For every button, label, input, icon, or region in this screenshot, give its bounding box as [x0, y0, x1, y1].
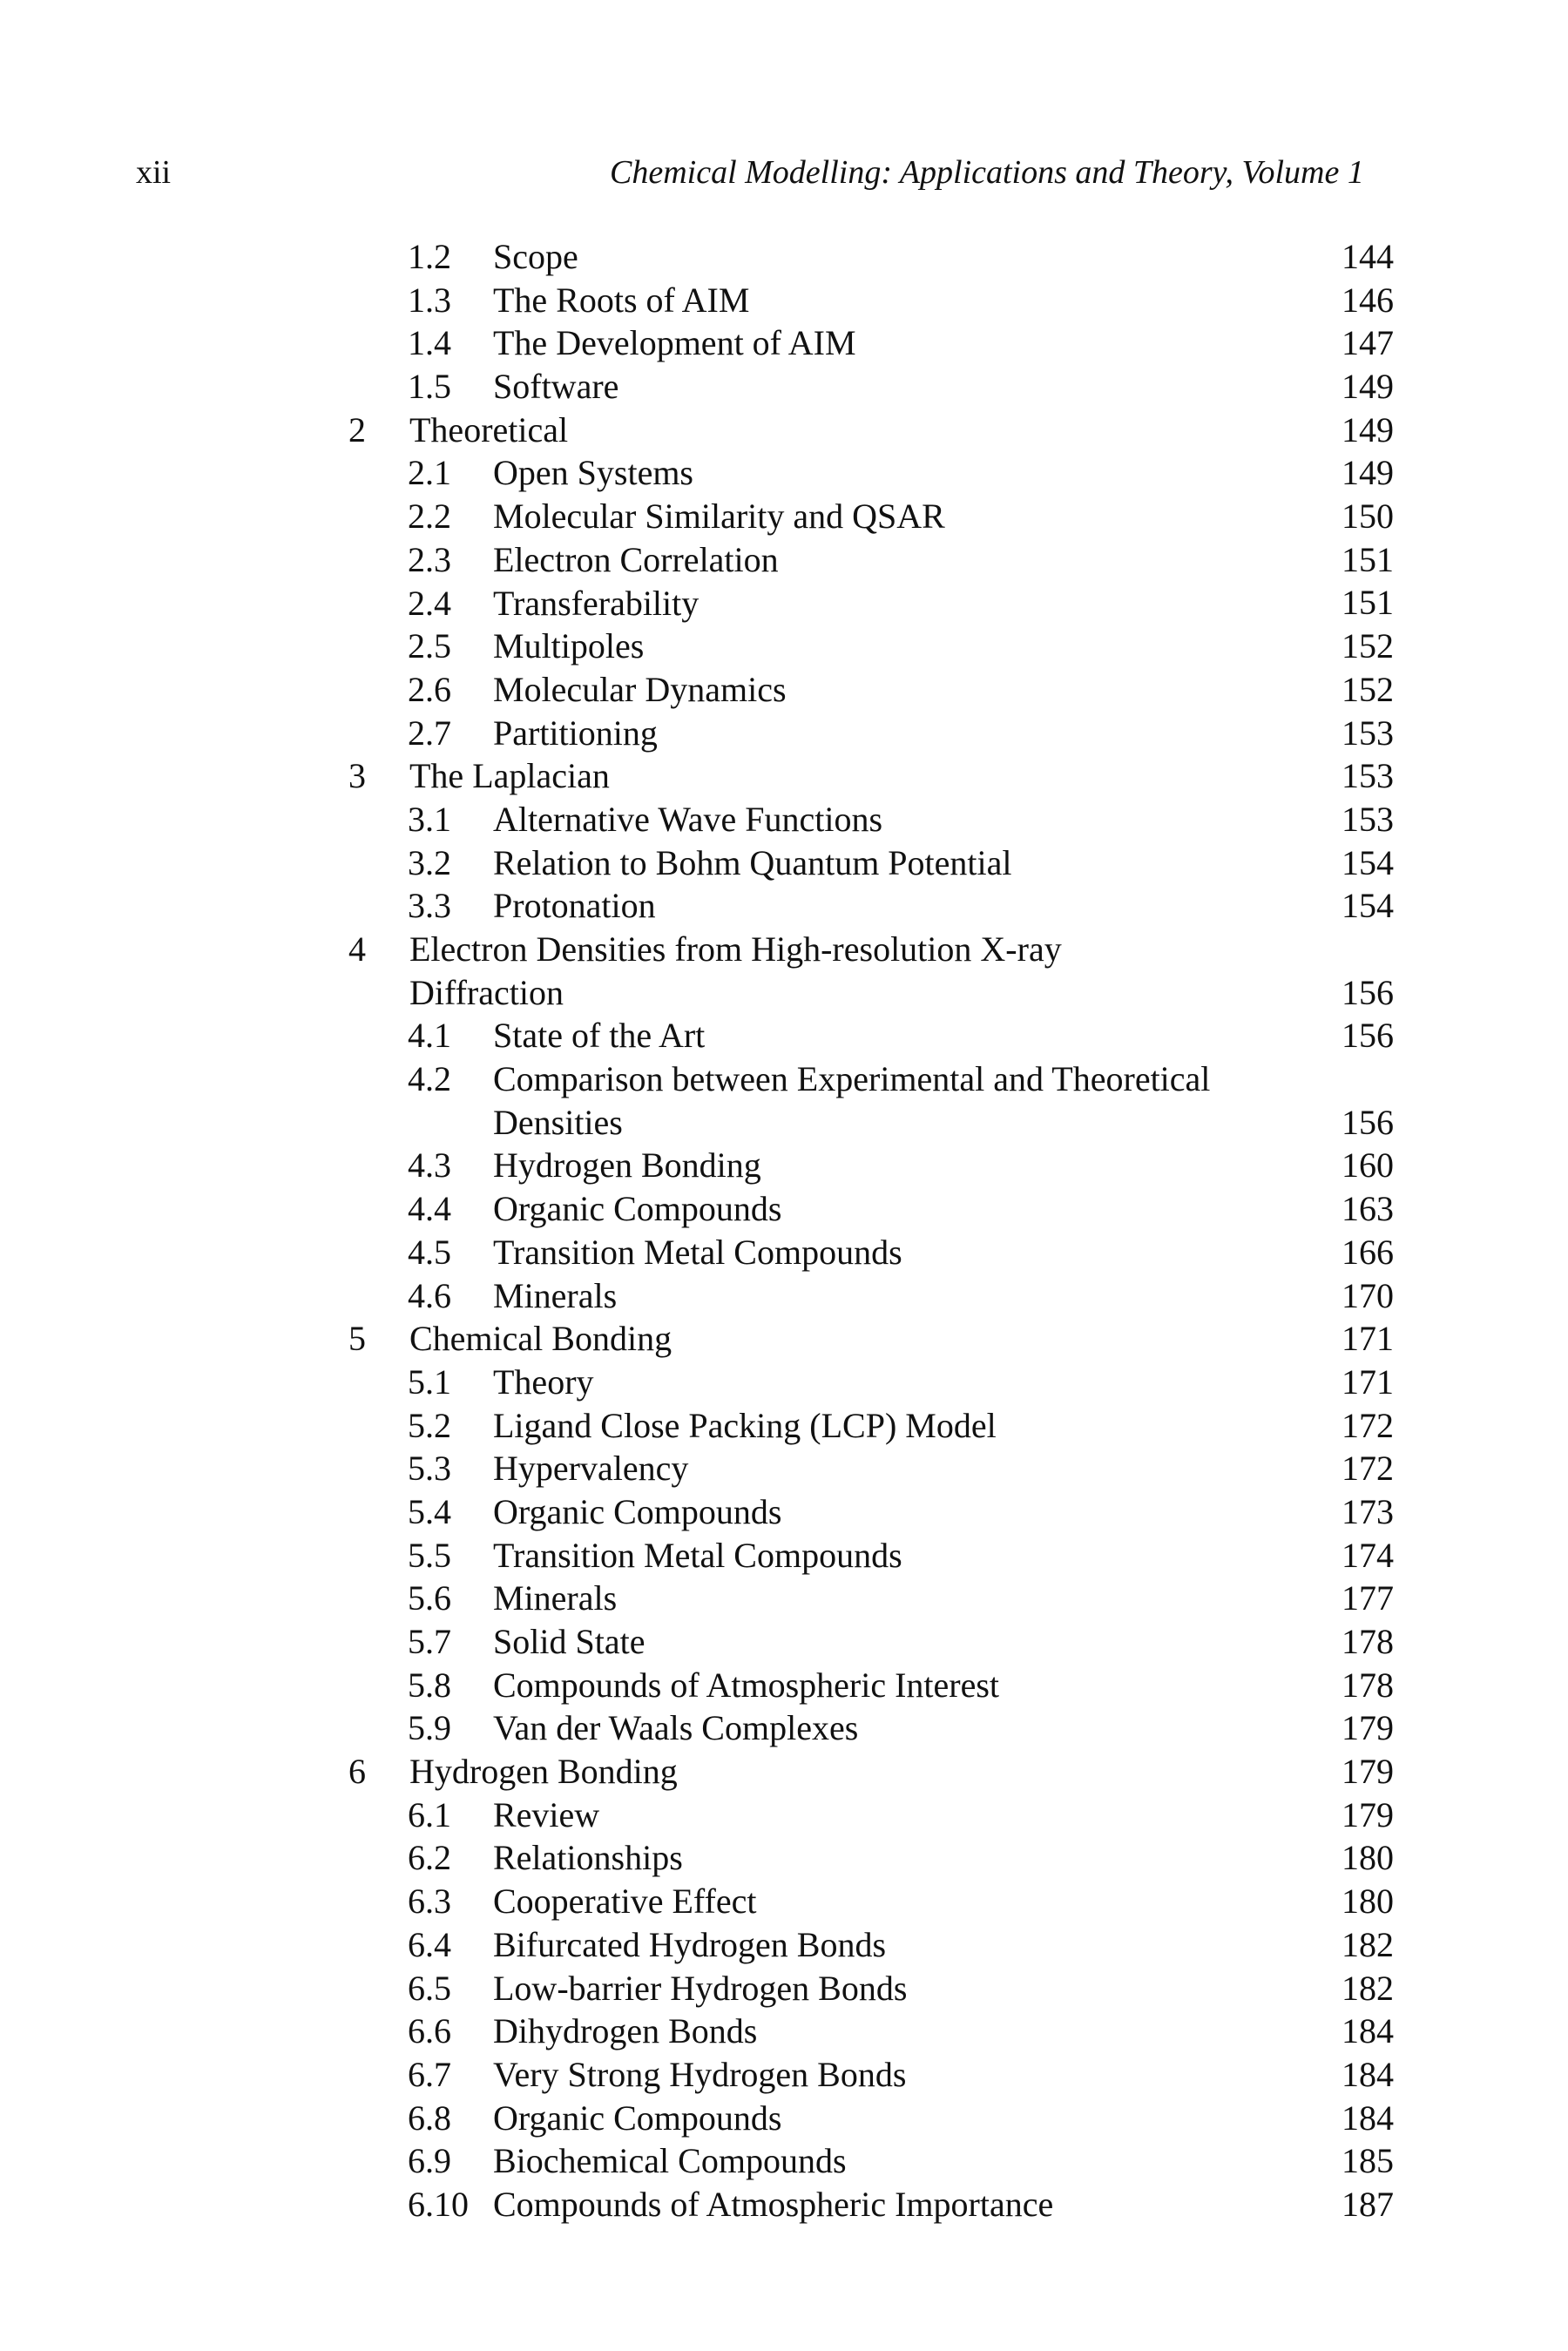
toc-entry-page: 178 [1342, 1665, 1394, 1705]
toc-entry-title: Organic Compounds [493, 1491, 782, 1531]
toc-entry-number: 6.9 [408, 2141, 451, 2181]
toc-section-entry [0, 1880, 1568, 1923]
toc-entry-number: 2.2 [408, 497, 451, 537]
toc-entry-title: Protonation [493, 886, 656, 926]
toc-entry-title: Molecular Dynamics [493, 669, 787, 709]
toc-section-entry [0, 798, 1568, 841]
toc-entry-page: 150 [1342, 497, 1394, 537]
toc-entry-number: 6.8 [408, 2098, 451, 2138]
toc-entry-page: 171 [1342, 1319, 1394, 1359]
toc-entry-number: 1.5 [408, 367, 451, 407]
toc-entry-title: Compounds of Atmospheric Importance [493, 2184, 1054, 2224]
toc-entry-title: Compounds of Atmospheric Interest [493, 1665, 1000, 1705]
toc-section-entry [0, 1534, 1568, 1577]
toc-entry-title: Transition Metal Compounds [493, 1535, 902, 1575]
toc-section-entry [0, 841, 1568, 885]
toc-entry-page: 172 [1342, 1449, 1394, 1489]
toc-entry-page: 172 [1342, 1405, 1394, 1445]
toc-entry-title: Hypervalency [493, 1449, 689, 1489]
toc-section-entry [0, 2183, 1568, 2226]
toc-section-entry [0, 712, 1568, 755]
toc-entry-title: Theoretical [409, 409, 569, 449]
toc-entry-number: 4.2 [408, 1059, 451, 1099]
toc-entry-number: 6.6 [408, 2011, 451, 2051]
toc-entry-number: 4.5 [408, 1232, 451, 1272]
toc-entry-title: Biochemical Compounds [493, 2141, 847, 2181]
toc-entry-number: 6.1 [408, 1794, 451, 1834]
toc-section-entry [0, 1706, 1568, 1750]
toc-entry-number: 3.1 [408, 799, 451, 839]
toc-entry-title: Dihydrogen Bonds [493, 2011, 758, 2051]
toc-section-entry [0, 2010, 1568, 2053]
toc-entry-number: 3 [348, 756, 366, 796]
toc-section-entry [0, 1967, 1568, 2010]
toc-entry-page: 153 [1342, 799, 1394, 839]
toc-entry-number: 3.3 [408, 886, 451, 926]
toc-entry-page: 152 [1342, 626, 1394, 666]
toc-entry-title: Organic Compounds [493, 2098, 782, 2138]
toc-section-entry [0, 321, 1568, 365]
toc-entry-title: Chemical Bonding [409, 1319, 672, 1359]
toc-entry-title: The Roots of AIM [493, 280, 750, 320]
toc-section-entry [0, 1361, 1568, 1404]
toc-section-entry [0, 1620, 1568, 1664]
page-number: xii [136, 154, 172, 191]
toc-entry-number: 1.2 [408, 237, 451, 276]
toc-section-entry [0, 1490, 1568, 1534]
toc-entry-page: 166 [1342, 1232, 1394, 1272]
toc-entry-number: 2.4 [408, 583, 451, 623]
toc-entry-number: 5.2 [408, 1405, 451, 1445]
toc-entry-page: 173 [1342, 1491, 1394, 1531]
toc-entry-title: Hydrogen Bonding [493, 1145, 761, 1186]
toc-entry-page: 179 [1342, 1708, 1394, 1748]
toc-section-entry [0, 495, 1568, 538]
toc-entry-number: 2 [348, 409, 366, 449]
toc-entry-page: 182 [1342, 1924, 1394, 1964]
toc-section-entry [0, 1447, 1568, 1490]
toc-entry-title: Electron Correlation [493, 539, 779, 579]
toc-section-entry [0, 2139, 1568, 2183]
toc-entry-number: 2.5 [408, 626, 451, 666]
toc-entry-page: 180 [1342, 1881, 1394, 1922]
toc-entry-title: Review [493, 1794, 600, 1834]
toc-entry-title: Minerals [493, 1578, 618, 1618]
toc-entry-page: 146 [1342, 280, 1394, 320]
toc-entry-page: 174 [1342, 1535, 1394, 1575]
toc-section-entry [0, 1057, 1568, 1144]
toc-section-entry [0, 1014, 1568, 1057]
toc-entry-page: 163 [1342, 1189, 1394, 1229]
toc-entry-title: Hydrogen Bonding [409, 1752, 678, 1792]
toc-entry-number: 2.7 [408, 713, 451, 753]
toc-entry-page: 154 [1342, 886, 1394, 926]
toc-entry-page: 184 [1342, 2011, 1394, 2051]
toc-entry-title: Comparison between Experimental and Theoretical Densities [493, 1059, 1211, 1142]
toc-entry-page: 177 [1342, 1578, 1394, 1618]
toc-entry-page: 147 [1342, 323, 1394, 363]
toc-entry-number: 5.3 [408, 1449, 451, 1489]
toc-entry-page: 151 [1342, 539, 1394, 579]
toc-entry-number: 2.3 [408, 539, 451, 579]
toc-section-entry [0, 279, 1568, 322]
toc-entry-number: 6.10 [408, 2184, 469, 2224]
toc-section-entry [0, 365, 1568, 409]
toc-entry-page: 185 [1342, 2141, 1394, 2181]
toc-entry-number: 3.2 [408, 842, 451, 882]
toc-entry-page: 149 [1342, 409, 1394, 449]
toc-section-entry [0, 1187, 1568, 1231]
toc-entry-page: 170 [1342, 1275, 1394, 1315]
toc-entry-page: 156 [1342, 972, 1394, 1012]
toc-entry-page: 149 [1342, 367, 1394, 407]
toc-section-entry [0, 538, 1568, 582]
toc-entry-title: Very Strong Hydrogen Bonds [493, 2054, 907, 2094]
toc-entry-title: Minerals [493, 1275, 618, 1315]
toc-entry-number: 5.5 [408, 1535, 451, 1575]
toc-entry-title: Relation to Bohm Quantum Potential [493, 842, 1012, 882]
toc-entry-page: 179 [1342, 1752, 1394, 1792]
toc-entry-number: 4.4 [408, 1189, 451, 1229]
toc-entry-title: Alternative Wave Functions [493, 799, 883, 839]
toc-entry-title: Partitioning [493, 713, 658, 753]
toc-entry-title: Van der Waals Complexes [493, 1708, 859, 1748]
toc-entry-number: 5.9 [408, 1708, 451, 1748]
toc-entry-title: Open Systems [493, 453, 693, 493]
toc-chapter-entry [0, 1317, 1568, 1361]
toc-entry-page: 144 [1342, 236, 1394, 276]
toc-section-entry [0, 625, 1568, 668]
toc-section-entry [0, 235, 1568, 279]
toc-section-entry [0, 1274, 1568, 1318]
toc-entry-title: Bifurcated Hydrogen Bonds [493, 1924, 887, 1964]
toc-entry-number: 4 [348, 929, 366, 969]
toc-chapter-entry [0, 409, 1568, 452]
toc-entry-number: 5.7 [408, 1622, 451, 1662]
toc-entry-title: Multipoles [493, 626, 645, 666]
toc-entry-page: 153 [1342, 756, 1394, 796]
toc-entry-title: Cooperative Effect [493, 1881, 757, 1922]
toc-entry-page: 184 [1342, 2054, 1394, 2094]
toc-entry-title: Organic Compounds [493, 1189, 782, 1229]
table-of-contents [0, 235, 1568, 2226]
toc-entry-number: 6.5 [408, 1968, 451, 2008]
toc-entry-title: Electron Densities from High-resolution X-ray Diffraction [409, 929, 1062, 1012]
toc-entry-page: 156 [1342, 1102, 1394, 1142]
toc-entry-page: 184 [1342, 2098, 1394, 2138]
toc-entry-page: 156 [1342, 1016, 1394, 1056]
toc-entry-number: 1.4 [408, 323, 451, 363]
toc-entry-page: 151 [1342, 583, 1394, 623]
toc-entry-number: 6.7 [408, 2054, 451, 2094]
toc-section-entry [0, 2097, 1568, 2140]
toc-chapter-entry [0, 754, 1568, 798]
toc-entry-number: 6.2 [408, 1838, 451, 1878]
toc-entry-page: 180 [1342, 1838, 1394, 1878]
toc-section-entry [0, 1577, 1568, 1620]
toc-entry-number: 6.3 [408, 1881, 451, 1922]
toc-entry-number: 4.6 [408, 1275, 451, 1315]
toc-section-entry [0, 668, 1568, 712]
toc-entry-title: The Laplacian [409, 756, 610, 796]
toc-section-entry [0, 1836, 1568, 1880]
toc-entry-page: 178 [1342, 1622, 1394, 1662]
toc-entry-number: 5.6 [408, 1578, 451, 1618]
toc-entry-title: Scope [493, 237, 578, 276]
toc-entry-title: Relationships [493, 1838, 683, 1878]
toc-entry-page: 160 [1342, 1145, 1394, 1186]
toc-entry-title: Software [493, 367, 619, 407]
toc-entry-page: 187 [1342, 2184, 1394, 2224]
toc-section-entry [0, 451, 1568, 495]
toc-entry-title: Ligand Close Packing (LCP) Model [493, 1405, 997, 1445]
toc-section-entry [0, 1404, 1568, 1448]
toc-entry-number: 5 [348, 1319, 366, 1359]
toc-section-entry [0, 1231, 1568, 1274]
toc-section-entry [0, 1923, 1568, 1967]
toc-entry-number: 4.3 [408, 1145, 451, 1186]
toc-entry-title: Low-barrier Hydrogen Bonds [493, 1968, 908, 2008]
toc-section-entry [0, 2053, 1568, 2097]
toc-entry-page: 179 [1342, 1794, 1394, 1834]
toc-section-entry [0, 1794, 1568, 1837]
toc-section-entry [0, 1144, 1568, 1187]
toc-chapter-entry [0, 928, 1568, 1014]
toc-section-entry [0, 1664, 1568, 1707]
toc-entry-title: Transferability [493, 583, 700, 623]
toc-entry-number: 4.1 [408, 1016, 451, 1056]
toc-entry-title: The Development of AIM [493, 323, 856, 363]
toc-entry-page: 152 [1342, 669, 1394, 709]
running-head: Chemical Modelling: Applications and Theory, Volume 1 [610, 154, 1364, 191]
toc-entry-title: Solid State [493, 1622, 645, 1662]
toc-entry-page: 154 [1342, 842, 1394, 882]
toc-entry-title: Transition Metal Compounds [493, 1232, 902, 1272]
toc-section-entry [0, 582, 1568, 625]
toc-entry-page: 149 [1342, 453, 1394, 493]
toc-chapter-entry [0, 1750, 1568, 1794]
toc-entry-number: 5.1 [408, 1361, 451, 1402]
toc-entry-page: 153 [1342, 713, 1394, 753]
toc-entry-number: 5.4 [408, 1491, 451, 1531]
toc-entry-number: 1.3 [408, 280, 451, 320]
toc-entry-title: Molecular Similarity and QSAR [493, 497, 945, 537]
toc-entry-page: 171 [1342, 1361, 1394, 1402]
toc-entry-number: 2.6 [408, 669, 451, 709]
toc-entry-title: Theory [493, 1361, 594, 1402]
toc-entry-number: 6.4 [408, 1924, 451, 1964]
toc-entry-title: State of the Art [493, 1016, 706, 1056]
toc-entry-number: 6 [348, 1752, 366, 1792]
toc-section-entry [0, 884, 1568, 928]
toc-entry-number: 2.1 [408, 453, 451, 493]
toc-entry-number: 5.8 [408, 1665, 451, 1705]
toc-entry-page: 182 [1342, 1968, 1394, 2008]
